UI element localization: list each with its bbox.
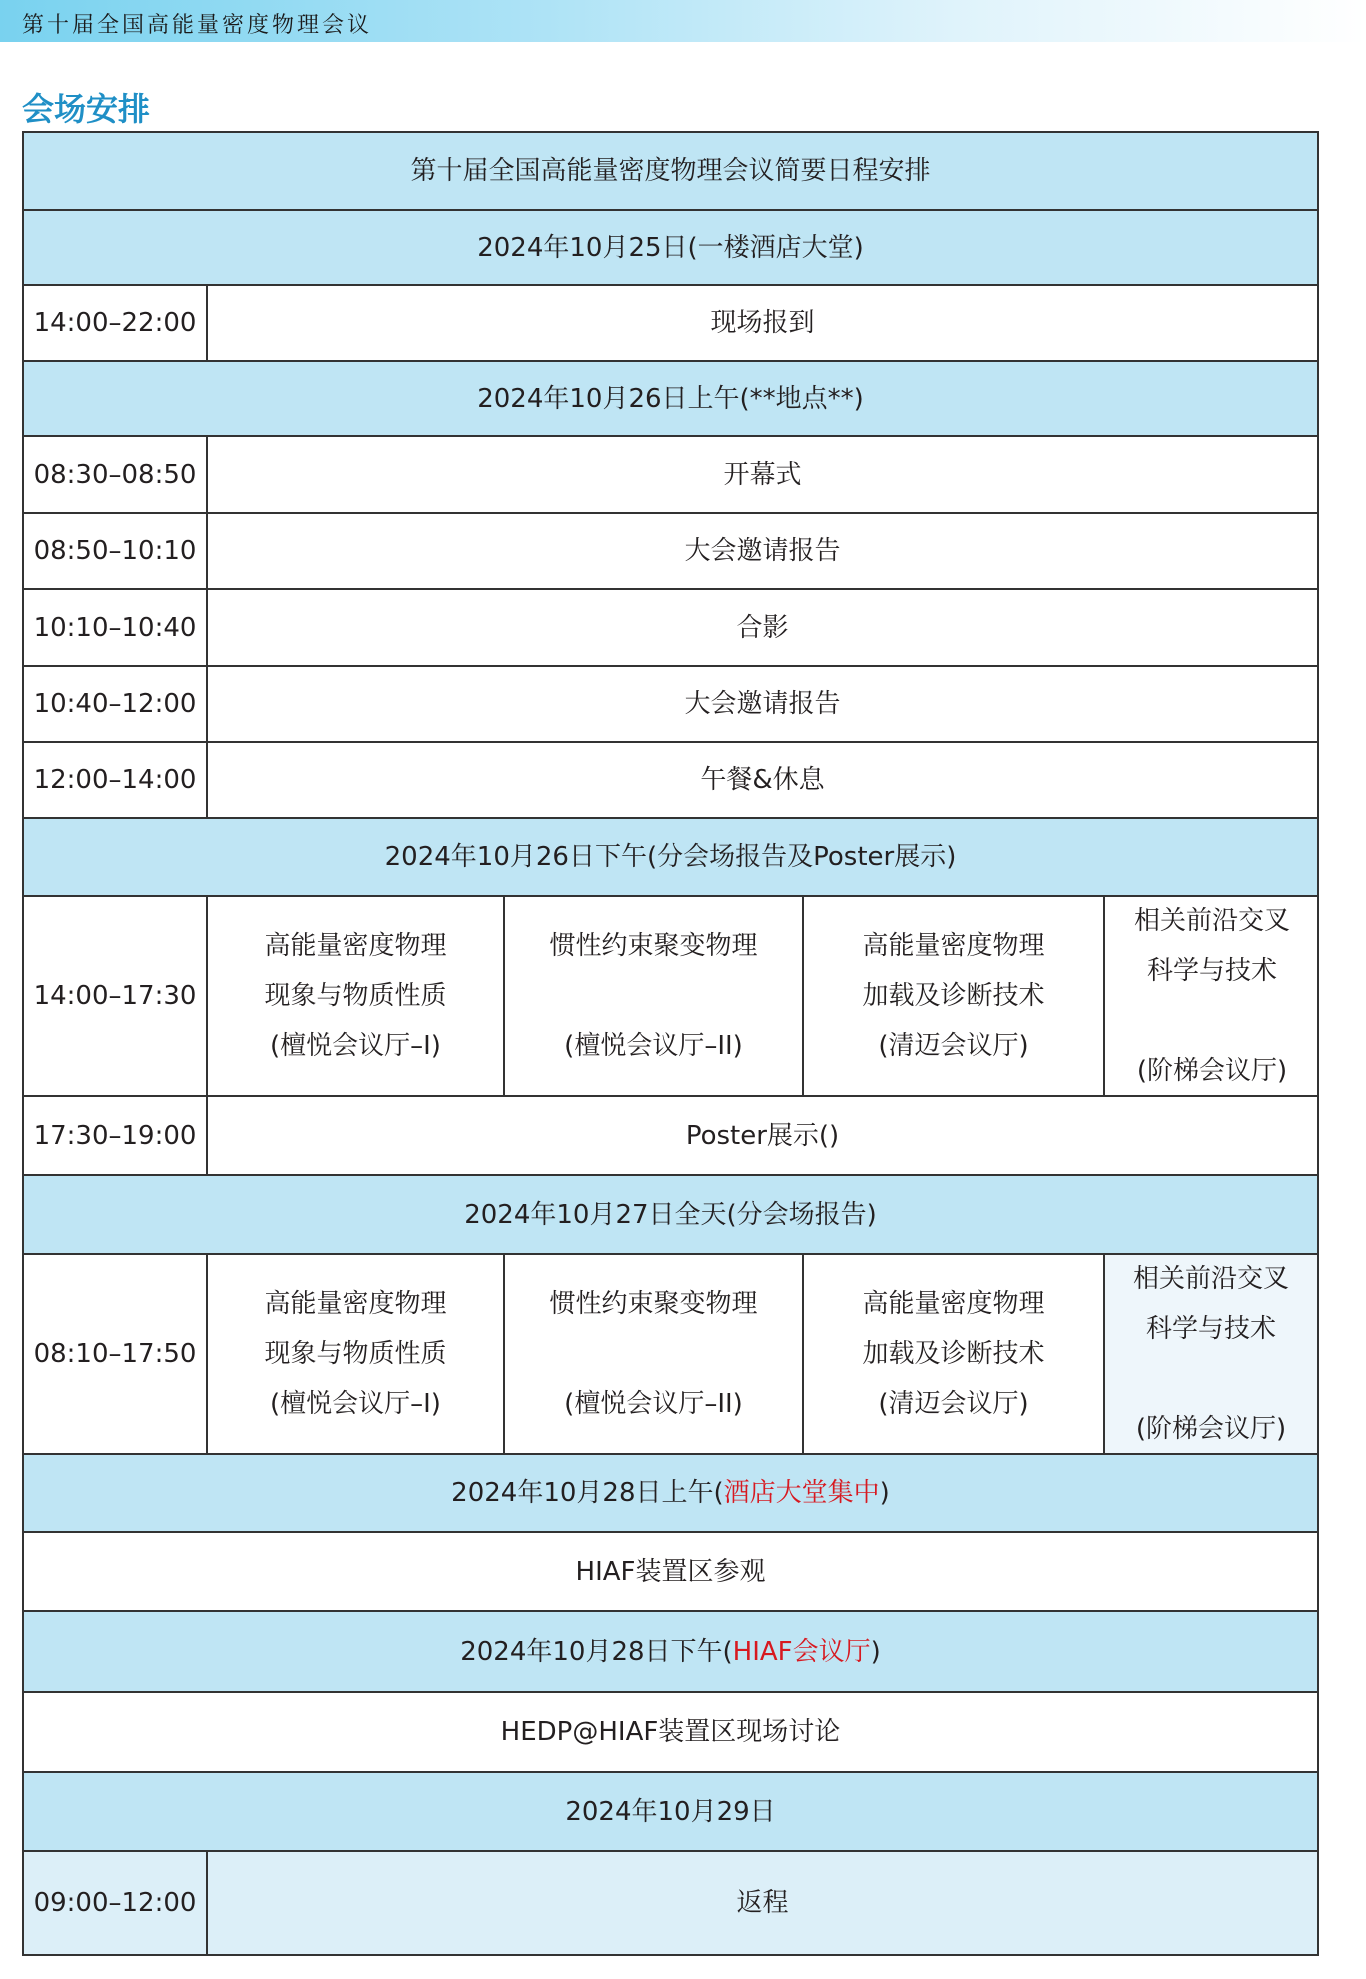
session-text	[549, 921, 757, 1071]
date-row-oct28-pm	[24, 1612, 1317, 1691]
session-text	[1133, 1254, 1289, 1454]
time-cell: 10:10–10:40	[24, 590, 206, 665]
session-line: 相关前沿交叉	[1133, 906, 1290, 936]
divider	[802, 1255, 804, 1453]
event-cell: HIAF装置区参观	[24, 1533, 1317, 1610]
divider	[206, 1097, 208, 1174]
event-cell: 午餐&休息	[208, 743, 1317, 817]
session-text	[862, 1279, 1044, 1429]
session-cell	[1105, 1255, 1317, 1453]
running-header-title: 第十届全国高能量密度物理会议	[22, 13, 373, 38]
schedule-table	[22, 131, 1319, 1956]
time-cell: 08:50–10:10	[24, 514, 206, 588]
time-cell: 14:00–22:00	[24, 286, 206, 360]
session-line: 科学与技术	[1145, 1314, 1276, 1344]
session-line: 相关前沿交叉	[1132, 1264, 1289, 1294]
session-line: 加载及诊断技术	[862, 981, 1045, 1011]
event-cell: 合影	[208, 590, 1317, 665]
session-room: (檀悦会议厅–I)	[270, 1031, 441, 1061]
divider	[1103, 897, 1105, 1095]
event-cell: 返程	[208, 1852, 1317, 1954]
session-cell	[1107, 897, 1317, 1095]
session-room: (檀悦会议厅–II)	[564, 1031, 743, 1061]
date-text: )	[879, 1478, 890, 1508]
divider	[802, 897, 804, 1095]
section-title: 会场安排	[22, 90, 151, 128]
session-line: 高能量密度物理	[862, 1289, 1045, 1319]
session-text	[862, 921, 1044, 1071]
session-line: 现象与物质性质	[264, 981, 447, 1011]
date-row-oct29: 2024年10月29日	[24, 1773, 1317, 1850]
event-cell: 现场报到	[208, 286, 1317, 360]
time-cell: 09:00–12:00	[24, 1852, 206, 1954]
session-room: (阶梯会议厅)	[1136, 1056, 1288, 1086]
session-line: 惯性约束聚变物理	[549, 931, 758, 961]
date-row-oct28-am	[24, 1455, 1317, 1531]
date-row-oct26-pm: 2024年10月26日下午(分会场报告及Poster展示)	[24, 819, 1317, 895]
session-line: 高能量密度物理	[862, 931, 1045, 961]
date-text: )	[870, 1636, 881, 1667]
session-line: 惯性约束聚变物理	[549, 1289, 758, 1319]
session-line: 高能量密度物理	[264, 931, 447, 961]
session-text	[1134, 896, 1290, 1096]
event-cell: Poster展示()	[208, 1097, 1317, 1174]
session-line: 现象与物质性质	[264, 1339, 447, 1369]
session-line: 加载及诊断技术	[862, 1339, 1045, 1369]
session-cell	[208, 897, 503, 1095]
date-text: 2024年10月28日下午(	[460, 1636, 733, 1667]
divider	[503, 1255, 505, 1453]
session-line: 科学与技术	[1146, 956, 1277, 986]
divider	[206, 897, 208, 1095]
time-cell: 08:10–17:50	[24, 1255, 206, 1453]
divider	[503, 897, 505, 1095]
divider	[1103, 1255, 1105, 1453]
session-cell	[208, 1255, 503, 1453]
session-room: (清迈会议厅)	[878, 1031, 1029, 1061]
session-text	[264, 1279, 446, 1429]
running-header-bar	[0, 0, 1366, 42]
event-cell: 开幕式	[208, 437, 1317, 512]
session-room: (檀悦会议厅–I)	[270, 1389, 441, 1419]
divider	[206, 1255, 208, 1453]
time-cell: 12:00–14:00	[24, 743, 206, 817]
date-row-oct25: 2024年10月25日(一楼酒店大堂)	[24, 211, 1317, 284]
meeting-place: 酒店大堂集中	[723, 1478, 880, 1508]
time-cell: 17:30–19:00	[24, 1097, 206, 1174]
event-cell: 大会邀请报告	[208, 667, 1317, 741]
date-text: 2024年10月28日上午(	[451, 1478, 724, 1508]
session-room: (清迈会议厅)	[878, 1389, 1029, 1419]
session-cell	[804, 1255, 1103, 1453]
time-cell: 10:40–12:00	[24, 667, 206, 741]
session-text	[264, 921, 446, 1071]
divider	[206, 437, 208, 817]
session-line: 高能量密度物理	[264, 1289, 447, 1319]
meeting-place: HIAF会议厅	[732, 1636, 871, 1667]
event-cell: HEDP@HIAF装置区现场讨论	[24, 1693, 1317, 1771]
session-room: (阶梯会议厅)	[1135, 1414, 1287, 1444]
event-cell: 大会邀请报告	[208, 514, 1317, 588]
session-cell	[505, 897, 802, 1095]
session-room: (檀悦会议厅–II)	[564, 1389, 743, 1419]
time-cell: 08:30–08:50	[24, 437, 206, 512]
time-cell: 14:00–17:30	[24, 897, 206, 1095]
session-text	[549, 1279, 757, 1429]
session-cell	[804, 897, 1103, 1095]
date-row-oct26-am: 2024年10月26日上午(**地点**)	[24, 362, 1317, 435]
divider	[206, 286, 208, 360]
date-row-oct27: 2024年10月27日全天(分会场报告)	[24, 1176, 1317, 1253]
session-cell	[505, 1255, 802, 1453]
table-title: 第十届全国高能量密度物理会议简要日程安排	[24, 133, 1317, 209]
